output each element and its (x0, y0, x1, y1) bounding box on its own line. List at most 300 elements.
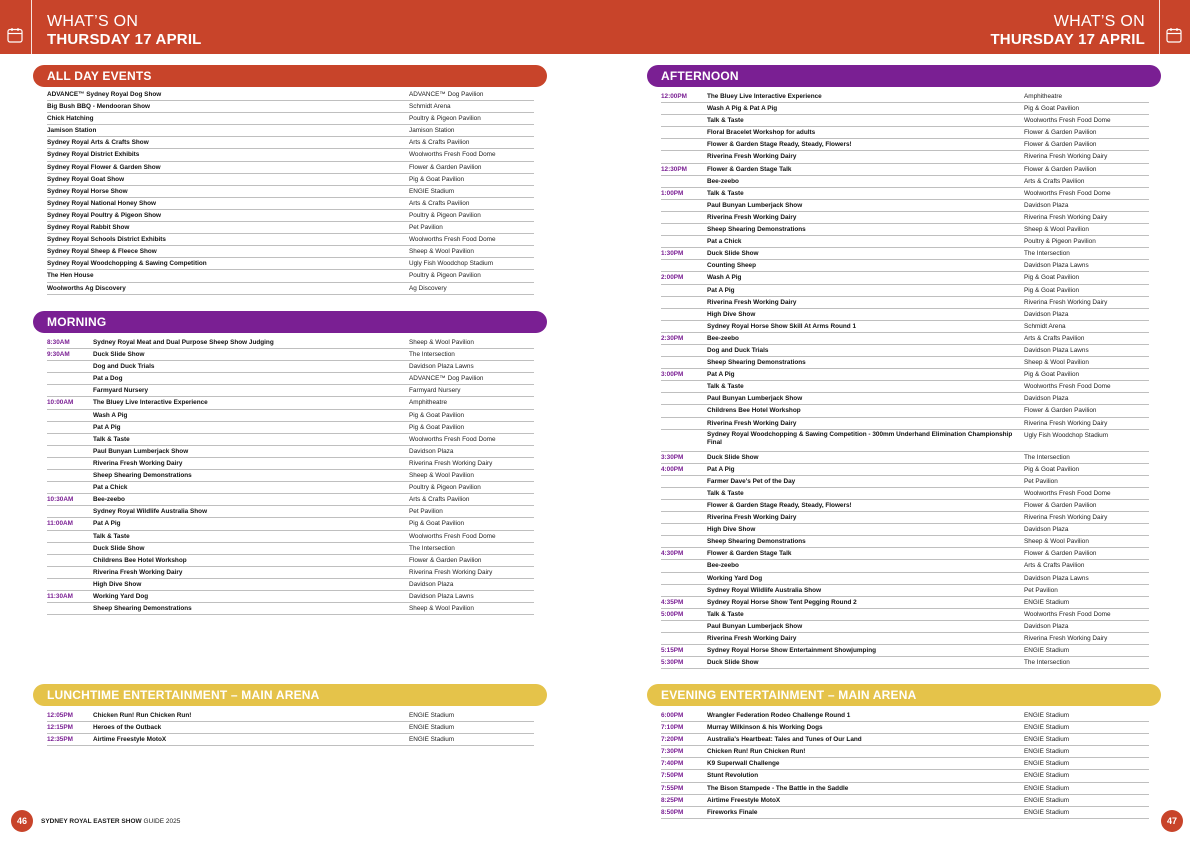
schedule-row (47, 149, 534, 161)
event-name: The Hen House (47, 272, 94, 280)
event-name: Riverina Fresh Working Dairy (707, 153, 797, 161)
event-venue: Sheep & Wool Pavilion (1024, 226, 1089, 234)
event-venue: Davidson Plaza Lawns (409, 363, 474, 371)
schedule-row (661, 381, 1149, 393)
schedule-row (47, 494, 534, 506)
event-name: Working Yard Dog (707, 574, 763, 582)
event-name: Sydney Royal District Exhibits (47, 151, 140, 159)
event-name: The Bison Stampede - The Battle in the Saddle (707, 784, 849, 792)
schedule-row (661, 285, 1149, 297)
event-name: Floral Bracelet Workshop for adults (707, 129, 816, 137)
event-venue: Arts & Crafts Pavilion (1024, 177, 1085, 185)
schedule-row (661, 333, 1149, 345)
header-date-left: THURSDAY 17 APRIL (47, 31, 202, 48)
event-time: 9:30AM (47, 351, 70, 359)
event-time: 4:35PM (661, 598, 684, 606)
schedule-row (661, 548, 1149, 560)
event-time: 1:30PM (661, 250, 684, 258)
schedule-row (47, 506, 534, 518)
schedule-row (661, 464, 1149, 476)
event-venue: The Intersection (409, 351, 455, 359)
event-name: Childrens Bee Hotel Workshop (93, 556, 187, 564)
event-venue: The Intersection (1024, 659, 1070, 667)
schedule-row (661, 500, 1149, 512)
schedule-row (47, 434, 534, 446)
event-name: Wash A Pig (707, 274, 742, 282)
schedule-row (47, 174, 534, 186)
section-morning: MORNING (33, 311, 547, 333)
event-name: Pat a Chick (93, 484, 128, 492)
event-venue: Woolworths Fresh Food Dome (1024, 489, 1111, 497)
event-name: Woolworths Ag Discovery (47, 284, 126, 292)
event-venue: Ugly Fish Woodchop Stadium (1024, 431, 1109, 439)
event-venue: Poultry & Pigeon Pavilion (409, 115, 481, 123)
schedule-row (661, 758, 1149, 770)
event-name: Farmer Dave's Pet of the Day (707, 477, 796, 485)
schedule-row (661, 393, 1149, 405)
event-venue: Davidson Plaza (409, 580, 454, 588)
evening-events-list (661, 710, 1149, 819)
event-venue: Poultry & Pigeon Pavilion (1024, 238, 1096, 246)
event-venue: ENGIE Stadium (1024, 808, 1070, 816)
event-time: 7:55PM (661, 784, 684, 792)
header-whats-on-right: WHAT’S ON (1053, 13, 1145, 30)
schedule-row (47, 113, 534, 125)
event-name: Stunt Revolution (707, 772, 759, 780)
event-venue: Flower & Garden Pavilion (1024, 550, 1097, 558)
event-venue: Arts & Crafts Pavilion (409, 496, 470, 504)
event-name: Farmyard Nursery (93, 387, 149, 395)
event-name: Airtime Freestyle MotoX (93, 736, 167, 744)
event-name: High Dive Show (707, 310, 756, 318)
event-time: 12:35PM (47, 736, 73, 744)
schedule-row (661, 734, 1149, 746)
event-time: 8:25PM (661, 796, 684, 804)
event-name: Sheep Shearing Demonstrations (93, 472, 192, 480)
schedule-row (661, 345, 1149, 357)
event-venue: Arts & Crafts Pavilion (409, 139, 470, 147)
schedule-row (661, 321, 1149, 333)
event-venue: Woolworths Fresh Food Dome (1024, 383, 1111, 391)
section-evening-entertainment: EVENING ENTERTAINMENT – MAIN ARENA (647, 684, 1161, 706)
event-name: Wash A Pig (93, 411, 128, 419)
schedule-row (47, 125, 534, 137)
header-title-right (990, 14, 1145, 47)
event-venue: Pet Pavilion (409, 224, 443, 232)
event-name: Riverina Fresh Working Dairy (707, 213, 797, 221)
event-venue: Amphitheatre (409, 399, 448, 407)
schedule-row (47, 210, 534, 222)
event-venue: Riverina Fresh Working Dairy (1024, 213, 1108, 221)
event-name: Talk & Taste (707, 189, 744, 197)
event-name: High Dive Show (93, 580, 142, 588)
event-name: Fireworks Finale (707, 808, 758, 816)
event-name: High Dive Show (707, 526, 756, 534)
event-name: Chicken Run! Run Chicken Run! (707, 748, 806, 756)
header-title-left (47, 14, 202, 47)
schedule-row (661, 746, 1149, 758)
event-name: Duck Slide Show (707, 453, 759, 461)
event-name: Sydney Royal Horse Show Entertainment Showjumping (707, 647, 877, 655)
schedule-row (47, 518, 534, 530)
event-venue: Davidson Plaza Lawns (1024, 346, 1089, 354)
event-time: 2:00PM (661, 274, 684, 282)
event-venue: Flower & Garden Pavilion (1024, 407, 1097, 415)
event-name: Chicken Run! Run Chicken Run! (93, 712, 192, 719)
event-name: Talk & Taste (93, 435, 130, 443)
event-name: Dog and Duck Trials (93, 363, 155, 371)
section-afternoon: AFTERNOON (647, 65, 1161, 87)
event-venue: Schmidt Arena (1024, 322, 1066, 330)
event-time: 2:30PM (661, 334, 684, 342)
event-venue: ENGIE Stadium (1024, 772, 1070, 780)
schedule-row (661, 621, 1149, 633)
schedule-row (661, 512, 1149, 524)
schedule-row (47, 458, 534, 470)
schedule-row (661, 476, 1149, 488)
event-name: Riverina Fresh Working Dairy (707, 298, 797, 306)
calendar-icon (1166, 27, 1182, 43)
event-venue: Sheep & Wool Pavilion (409, 472, 474, 480)
event-venue: Riverina Fresh Working Dairy (409, 568, 493, 576)
event-name: Riverina Fresh Working Dairy (707, 419, 797, 427)
schedule-row (47, 422, 534, 434)
schedule-row (47, 567, 534, 579)
event-name: Talk & Taste (707, 610, 744, 618)
event-name: ADVANCE™ Sydney Royal Dog Show (47, 91, 162, 98)
schedule-row (661, 573, 1149, 585)
event-venue: The Intersection (1024, 453, 1070, 461)
schedule-row (661, 452, 1149, 464)
event-name: Sydney Royal Horse Show Tent Pegging Round 2 (707, 598, 857, 606)
event-name: Sydney Royal National Honey Show (47, 199, 157, 207)
event-name: Bee-zeebo (707, 334, 739, 342)
event-name: Sheep Shearing Demonstrations (93, 605, 192, 613)
event-name: Murray Wilkinson & his Working Dogs (707, 724, 823, 732)
event-name: Sydney Royal Schools District Exhibits (47, 236, 166, 244)
event-venue: The Intersection (1024, 250, 1070, 258)
schedule-row (47, 258, 534, 270)
schedule-row (661, 309, 1149, 321)
footer-guide-title (41, 818, 180, 825)
event-name: Flower & Garden Stage Talk (707, 550, 792, 558)
event-venue: Davidson Plaza Lawns (1024, 574, 1089, 582)
schedule-row (661, 585, 1149, 597)
schedule-row (47, 137, 534, 149)
schedule-row (661, 710, 1149, 722)
event-name: Talk & Taste (93, 532, 130, 540)
page-number-left: 46 (11, 810, 33, 832)
event-name: Airtime Freestyle MotoX (707, 796, 781, 804)
schedule-row (47, 470, 534, 482)
event-name: Riverina Fresh Working Dairy (93, 568, 183, 576)
event-name: Sydney Royal Horse Show (47, 187, 128, 195)
event-venue: Woolworths Fresh Food Dome (409, 435, 496, 443)
event-venue: ENGIE Stadium (409, 724, 455, 732)
event-name: Pat A Pig (707, 371, 735, 379)
event-name: Riverina Fresh Working Dairy (707, 514, 797, 522)
event-venue: Davidson Plaza Lawns (1024, 262, 1089, 270)
event-venue: Riverina Fresh Working Dairy (1024, 514, 1108, 522)
schedule-row (47, 410, 534, 422)
schedule-row (661, 127, 1149, 139)
event-venue: Sheep & Wool Pavilion (409, 339, 474, 346)
schedule-row (661, 807, 1149, 819)
schedule-row (47, 186, 534, 198)
event-venue: ENGIE Stadium (1024, 724, 1070, 732)
header-divider-left (31, 0, 32, 54)
schedule-row (661, 200, 1149, 212)
event-name: Working Yard Dog (93, 592, 149, 600)
event-name: Sheep Shearing Demonstrations (707, 359, 806, 367)
event-venue: ENGIE Stadium (1024, 712, 1070, 719)
event-name: Sydney Royal Meat and Dual Purpose Sheep Show Judging (93, 339, 274, 346)
event-venue: ADVANCE™ Dog Pavilion (409, 375, 484, 383)
schedule-row (47, 603, 534, 615)
schedule-row (47, 722, 534, 734)
event-venue: ENGIE Stadium (1024, 647, 1070, 655)
schedule-row (47, 234, 534, 246)
event-name: Pat a Chick (707, 238, 742, 246)
schedule-row (661, 609, 1149, 621)
schedule-row (661, 770, 1149, 782)
event-name: Sydney Royal Arts & Crafts Show (47, 139, 149, 147)
event-venue: ENGIE Stadium (409, 712, 455, 719)
event-name: Talk & Taste (707, 117, 744, 125)
event-name: Duck Slide Show (707, 659, 759, 667)
event-time: 11:00AM (47, 520, 73, 528)
event-name: Bee-zeebo (707, 562, 739, 570)
event-venue: Woolworths Fresh Food Dome (409, 151, 496, 159)
schedule-row (661, 783, 1149, 795)
event-time: 7:40PM (661, 760, 684, 768)
event-time: 1:00PM (661, 189, 684, 197)
event-name: Duck Slide Show (93, 544, 145, 552)
event-venue: ENGIE Stadium (1024, 736, 1070, 744)
event-venue: Amphitheatre (1024, 93, 1063, 100)
event-venue: Pig & Goat Pavilion (1024, 105, 1080, 113)
schedule-row (661, 115, 1149, 127)
event-venue: Ugly Fish Woodchop Stadium (409, 260, 494, 268)
event-name: Flower & Garden Stage Ready, Steady, Flowers! (707, 141, 852, 149)
event-venue: Davidson Plaza (1024, 310, 1069, 318)
event-venue: ENGIE Stadium (1024, 760, 1070, 768)
event-venue: Woolworths Fresh Food Dome (409, 236, 496, 244)
schedule-row (661, 357, 1149, 369)
schedule-row (47, 246, 534, 258)
event-name: Sydney Royal Woodchopping & Sawing Competition - 300mm Underhand Elimination Championship Final (707, 430, 1013, 447)
event-venue: Poultry & Pigeon Pavilion (409, 211, 481, 219)
schedule-row (47, 162, 534, 174)
event-venue: Davidson Plaza (409, 447, 454, 455)
event-time: 3:00PM (661, 371, 684, 379)
event-name: Dog and Duck Trials (707, 346, 769, 354)
schedule-row (47, 734, 534, 746)
event-time: 12:05PM (47, 712, 73, 719)
event-name: Talk & Taste (707, 383, 744, 391)
schedule-row (661, 430, 1149, 452)
event-venue: Riverina Fresh Working Dairy (1024, 298, 1108, 306)
all-day-events-list (47, 89, 534, 295)
schedule-row (661, 236, 1149, 248)
event-name: Wrangler Federation Rodeo Challenge Round 1 (707, 712, 851, 719)
event-venue: Pig & Goat Pavilion (1024, 371, 1080, 379)
event-time: 12:30PM (661, 165, 687, 173)
event-venue: Davidson Plaza (1024, 622, 1069, 630)
event-venue: Woolworths Fresh Food Dome (409, 532, 496, 540)
schedule-row (47, 579, 534, 591)
event-venue: Arts & Crafts Pavilion (1024, 334, 1085, 342)
event-time: 10:30AM (47, 496, 74, 504)
footer-guide-brand: SYDNEY ROYAL EASTER SHOW (41, 818, 142, 825)
event-venue: Flower & Garden Pavilion (409, 163, 482, 171)
event-venue: Riverina Fresh Working Dairy (1024, 635, 1108, 643)
event-venue: Woolworths Fresh Food Dome (1024, 189, 1111, 197)
schedule-row (661, 176, 1149, 188)
event-name: Flower & Garden Stage Ready, Steady, Flowers! (707, 502, 852, 509)
event-venue: Poultry & Pigeon Pavilion (409, 484, 481, 492)
schedule-row (47, 89, 534, 101)
event-name: Bee-zeebo (707, 177, 739, 185)
event-venue: Pig & Goat Pavilion (409, 411, 465, 419)
event-venue: Pig & Goat Pavilion (1024, 274, 1080, 282)
schedule-row (47, 361, 534, 373)
event-name: Paul Bunyan Lumberjack Show (93, 447, 189, 455)
schedule-row (47, 482, 534, 494)
schedule-row (661, 91, 1149, 103)
event-name: Sydney Royal Wildlife Australia Show (707, 586, 822, 594)
schedule-row (47, 222, 534, 234)
event-venue: Flower & Garden Pavilion (409, 556, 482, 564)
event-time: 12:15PM (47, 724, 73, 732)
event-venue: Pet Pavilion (409, 508, 443, 516)
event-venue: Davidson Plaza (1024, 526, 1069, 534)
header-date-right: THURSDAY 17 APRIL (990, 31, 1145, 48)
schedule-row (47, 349, 534, 361)
schedule-row (661, 722, 1149, 734)
event-venue: Davidson Plaza (1024, 201, 1069, 209)
event-name: Bee-zeebo (93, 496, 125, 504)
event-name: Paul Bunyan Lumberjack Show (707, 201, 803, 209)
event-venue: Jamison Station (409, 127, 455, 135)
event-time: 4:30PM (661, 550, 684, 558)
schedule-row (47, 385, 534, 397)
event-time: 7:50PM (661, 772, 684, 780)
schedule-row (661, 795, 1149, 807)
header-divider-right (1159, 0, 1160, 54)
schedule-row (661, 224, 1149, 236)
event-venue: ENGIE Stadium (1024, 598, 1070, 606)
schedule-row (47, 283, 534, 295)
event-name: Australia's Heartbeat: Tales and Tunes of Our Land (707, 736, 862, 744)
event-name: Talk & Taste (707, 489, 744, 497)
event-venue: Woolworths Fresh Food Dome (1024, 610, 1111, 618)
schedule-row (47, 270, 534, 282)
event-time: 5:00PM (661, 610, 684, 618)
event-name: Childrens Bee Hotel Workshop (707, 407, 801, 415)
event-venue: Farmyard Nursery (409, 387, 461, 395)
schedule-row (47, 543, 534, 555)
event-name: K9 Superwall Challenge (707, 760, 780, 768)
event-venue: Sheep & Wool Pavilion (409, 248, 474, 256)
header-whats-on-left: WHAT’S ON (47, 13, 139, 30)
event-name: Sydney Royal Horse Show Skill At Arms Round 1 (707, 322, 857, 330)
event-name: Duck Slide Show (93, 351, 145, 359)
event-venue: Poultry & Pigeon Pavilion (409, 272, 481, 280)
schedule-row (47, 710, 534, 722)
event-time: 12:00PM (661, 93, 687, 100)
schedule-row (661, 633, 1149, 645)
event-venue: ADVANCE™ Dog Pavilion (409, 91, 484, 98)
schedule-row (661, 188, 1149, 200)
event-name: Paul Bunyan Lumberjack Show (707, 622, 803, 630)
page-number-right: 47 (1161, 810, 1183, 832)
event-name: Pat A Pig (707, 286, 735, 294)
schedule-row (661, 139, 1149, 151)
event-time: 5:30PM (661, 659, 684, 667)
event-name: Riverina Fresh Working Dairy (93, 459, 183, 467)
event-venue: Arts & Crafts Pavilion (409, 199, 470, 207)
event-name: Counting Sheep (707, 262, 756, 270)
schedule-row (661, 488, 1149, 500)
schedule-row (661, 657, 1149, 669)
schedule-row (661, 272, 1149, 284)
schedule-row (661, 260, 1149, 272)
event-venue: ENGIE Stadium (1024, 748, 1070, 756)
page-header (0, 0, 1190, 54)
event-venue: Pig & Goat Pavilion (409, 423, 465, 431)
event-name: Heroes of the Outback (93, 724, 162, 732)
event-name: Duck Slide Show (707, 250, 759, 258)
event-time: 8:50PM (661, 808, 684, 816)
event-name: Chick Hatching (47, 115, 94, 123)
event-venue: Schmidt Arena (409, 103, 451, 111)
schedule-row (47, 101, 534, 113)
event-time: 5:15PM (661, 647, 684, 655)
event-venue: Pet Pavilion (1024, 586, 1058, 594)
event-venue: Sheep & Wool Pavilion (409, 605, 474, 613)
event-venue: Flower & Garden Pavilion (1024, 165, 1097, 173)
event-name: Riverina Fresh Working Dairy (707, 635, 797, 643)
event-name: Wash A Pig & Pat A Pig (707, 105, 778, 113)
event-venue: Riverina Fresh Working Dairy (1024, 419, 1108, 427)
event-name: Sydney Royal Flower & Garden Show (47, 163, 161, 171)
event-venue: Sheep & Wool Pavilion (1024, 538, 1089, 546)
calendar-icon (7, 27, 23, 43)
schedule-row (661, 645, 1149, 657)
event-venue: Davidson Plaza (1024, 395, 1069, 403)
schedule-row (47, 555, 534, 567)
schedule-row (47, 446, 534, 458)
event-time: 8:30AM (47, 339, 70, 346)
event-name: Flower & Garden Stage Talk (707, 165, 792, 173)
schedule-row (661, 597, 1149, 609)
event-name: Paul Bunyan Lumberjack Show (707, 395, 803, 403)
event-venue: Ag Discovery (409, 284, 447, 292)
morning-events-list (47, 337, 534, 615)
event-venue: ENGIE Stadium (1024, 796, 1070, 804)
event-name: Pat a Dog (93, 375, 123, 383)
event-venue: Pig & Goat Pavilion (1024, 465, 1080, 473)
event-time: 7:30PM (661, 748, 684, 756)
event-venue: Woolworths Fresh Food Dome (1024, 117, 1111, 125)
schedule-row (661, 369, 1149, 381)
event-venue: Pig & Goat Pavilion (1024, 286, 1080, 294)
schedule-row (47, 591, 534, 603)
event-venue: ENGIE Stadium (409, 187, 455, 195)
event-name: The Bluey Live Interactive Experience (93, 399, 208, 407)
schedule-row (661, 524, 1149, 536)
